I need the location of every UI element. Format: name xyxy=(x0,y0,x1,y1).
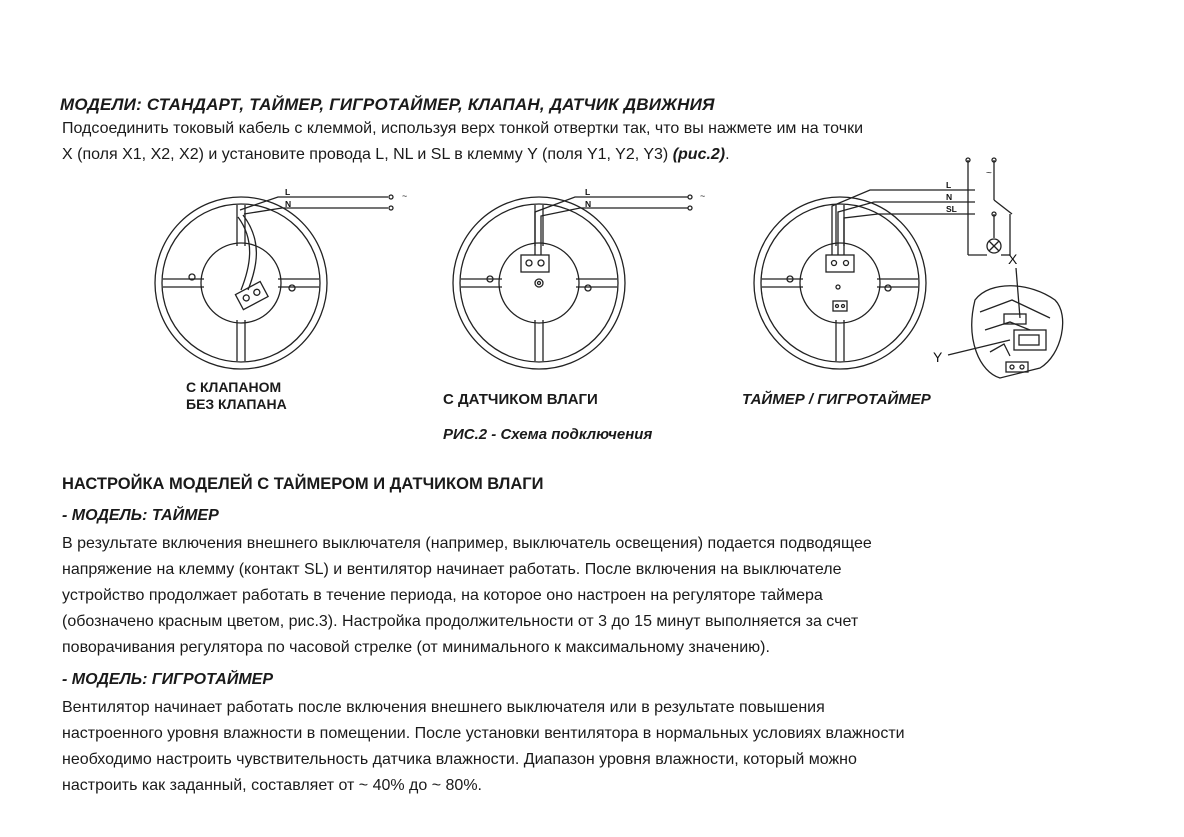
paragraph-line: настроенного уровня влажности в помещении. После установки вентилятора в нормальных условиях влажности xyxy=(62,725,905,742)
wire-label-n: N xyxy=(946,192,953,202)
hygrotimer-model-heading: - МОДЕЛЬ: ГИГРОТАЙМЕР xyxy=(62,671,274,688)
figure-caption: РИС.2 - Схема подключения xyxy=(443,426,653,443)
paragraph-line: Вентилятор начинает работать после включения внешнего выключателя или в результате повышения xyxy=(62,699,825,716)
timer-model-heading: - МОДЕЛЬ: ТАЙМЕР xyxy=(62,507,219,524)
diagram-humidity xyxy=(453,191,705,369)
wire-label-l: L xyxy=(285,187,291,197)
wire-label-sl: SL xyxy=(946,204,957,214)
caption-valve-line-2: БЕЗ КЛАПАНА xyxy=(186,396,287,412)
caption-timer: ТАЙМЕР / ГИГРОТАЙМЕР xyxy=(742,391,931,408)
caption-humidity: С ДАТЧИКОМ ВЛАГИ xyxy=(443,391,598,408)
setup-title: НАСТРОЙКА МОДЕЛЕЙ С ТАЙМЕРОМ И ДАТЧИКОМ ВЛАГИ xyxy=(62,475,544,493)
diagram-timer xyxy=(754,158,1063,378)
paragraph-line: напряжение на клемму (контакт SL) и вентилятор начинает работать. После включения на выключателе xyxy=(62,561,842,578)
caption-valve-line-1: С КЛАПАНОМ xyxy=(186,379,282,395)
svg-text:~: ~ xyxy=(402,191,408,201)
timer-paragraph xyxy=(62,531,872,661)
wire-label-n: N xyxy=(585,199,592,209)
wire-label-n: N xyxy=(285,199,292,209)
label-x: X xyxy=(1008,251,1018,267)
paragraph-line: (обозначено красным цветом, рис.3). Настройка продолжительности от 3 до 15 минут выполняется за счет xyxy=(62,613,859,630)
svg-text:~: ~ xyxy=(700,191,706,201)
paragraph-line: настроить как заданный, составляет от ~ 40% до ~ 80%. xyxy=(62,777,482,794)
models-heading: МОДЕЛИ: СТАНДАРТ, ТАЙМЕР, ГИГРОТАЙМЕР, КЛАПАН, ДАТЧИК ДВИЖНИЯ xyxy=(60,95,715,114)
hygrotimer-paragraph xyxy=(62,695,905,799)
svg-text:~: ~ xyxy=(986,168,992,179)
caption-valve xyxy=(186,379,287,413)
wire-label-l: L xyxy=(585,187,591,197)
intro-line-1: Подсоединить токовый кабель с клеммой, используя верх тонкой отвертки так, что вы нажмете им на точки xyxy=(62,120,863,137)
paragraph-line: необходимо настроить чувствительность датчика влажности. Диапазон уровня влажности, который можно xyxy=(62,751,857,768)
paragraph-line: В результате включения внешнего выключателя (например, выключатель освещения) подается подводящее xyxy=(62,535,872,552)
wire-label-l: L xyxy=(946,180,952,190)
intro-line-2-end: . xyxy=(725,146,730,163)
paragraph-line: устройство продолжает работать в течение периода, на которое оно настроен на регуляторе таймера xyxy=(62,587,823,604)
intro-line-2-text: X (поля X1, X2, X2) и установите провода L, NL и SL в клемму Y (поля Y1, Y2, Y3) xyxy=(62,146,669,163)
label-y: Y xyxy=(933,349,943,365)
diagram-valve xyxy=(155,191,407,369)
paragraph-line: поворачивания регулятора по часовой стрелке (от минимального к максимальному значению). xyxy=(62,639,770,656)
figure-reference: (рис.2) xyxy=(672,146,726,163)
